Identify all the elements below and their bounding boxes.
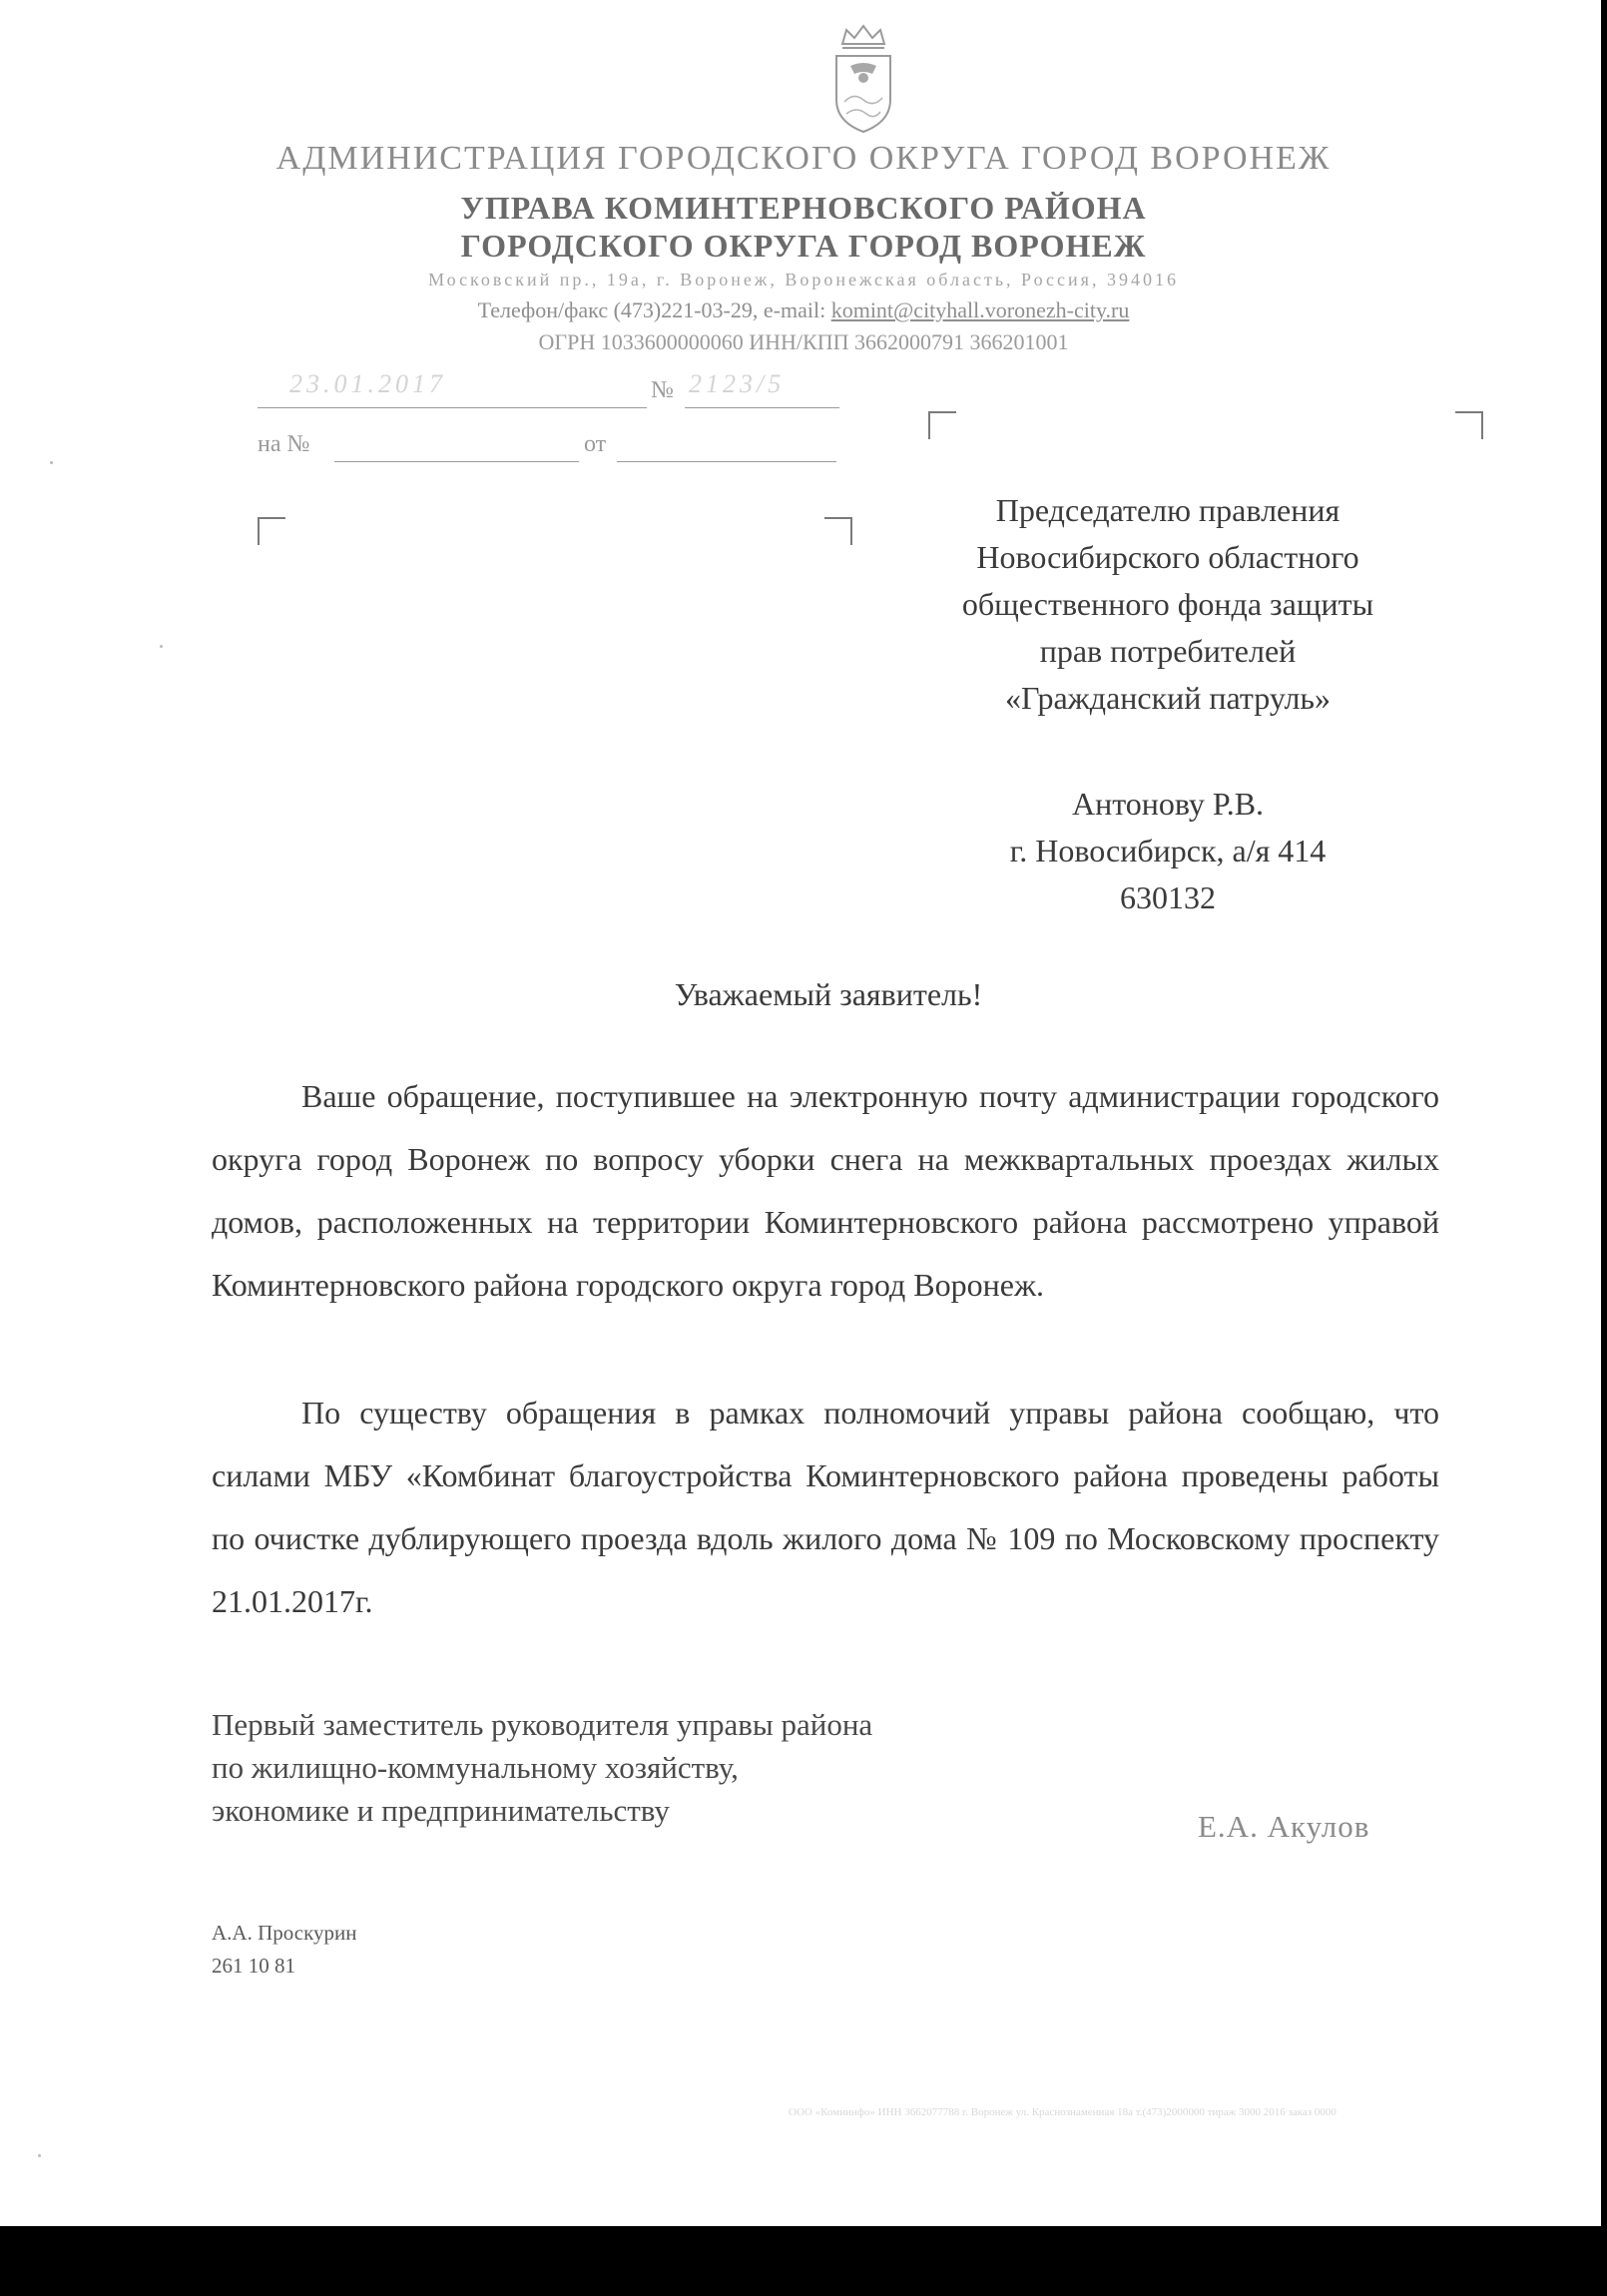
salutation: Уважаемый заявитель!: [674, 976, 983, 1012]
header-contacts: [0, 297, 1607, 323]
coat-of-arms-emblem: [828, 22, 898, 137]
print-footer: ООО «Комиинфо» ИНН 3662077788 г. Воронеж ул. Краснознаменная 18а т.(473)2000000 тираж 3000 2016 заказ 0000: [789, 2106, 1337, 2118]
recipient-line: общественного фонда защиты: [961, 586, 1374, 622]
ref-number-line: [334, 461, 579, 462]
executor-phone: 261 10 81: [212, 1954, 295, 1978]
header-uprava: УПРАВА КОМИНТЕРНОВСКОГО РАЙОНА: [460, 190, 1147, 226]
date-line: [258, 407, 647, 408]
recipient-line: прав потребителей: [1039, 633, 1297, 669]
executor-name: А.А. Проскурин: [212, 1921, 357, 1945]
scan-speck: [160, 645, 163, 648]
number-line: [685, 407, 839, 408]
scan-speck: [50, 461, 53, 464]
recipient-name: Антонову Р.В.: [1071, 786, 1265, 822]
recipient-name-block: [898, 781, 1437, 921]
recipient-postcode: 630132: [1120, 879, 1216, 915]
signature-line: экономике и предпринимательству: [212, 1793, 670, 1828]
ref-from-label: от: [584, 431, 607, 457]
header-email: komint@cityhall.voronezh-city.ru: [830, 297, 1130, 322]
recipient-postal-address: г. Новосибирск, а/я 414: [1009, 833, 1327, 868]
scan-edge: [1601, 0, 1607, 2226]
recipient-block: [898, 487, 1437, 722]
recipient-line: «Гражданский патруль»: [1004, 680, 1331, 716]
header-administration: АДМИНИСТРАЦИЯ ГОРОДСКОГО ОКРУГА ГОРОД ВОРОНЕЖ: [275, 140, 1332, 177]
ref-from-line: [617, 461, 836, 462]
header-address: Московский пр., 19а, г. Воронеж, Воронежская область, Россия, 394016: [428, 270, 1179, 289]
subject-bracket-left: [258, 517, 285, 545]
executor-block: [212, 1917, 356, 1983]
signature-position: [212, 1703, 872, 1832]
recipient-bracket-left: [928, 411, 956, 439]
header-ids: ОГРН 1033600000060 ИНН/КПП 3662000791 366201001: [538, 329, 1069, 354]
subject-bracket-right: [824, 517, 852, 545]
recipient-line: Председателю правления: [995, 492, 1340, 528]
recipient-bracket-right: [1455, 411, 1483, 439]
header-phone: Телефон/факс (473)221-03-29, e-mail:: [477, 297, 831, 322]
signature-line: по жилищно-коммунальному хозяйству,: [212, 1750, 739, 1785]
ref-number-label: на №: [258, 431, 310, 457]
number-stamp: 2123/5: [689, 369, 786, 398]
body-paragraph-2: По существу обращения в рамках полномочий управы района сообщаю, что силами МБУ «Комбинат благоустройства Коминтерновского района проведены работы по очистке дублирующего проезда вдоль жилого дома № 109 по Московскому проспекту 21.01.2017г.: [212, 1395, 1439, 1619]
header-city-district: ГОРОДСКОГО ОКРУГА ГОРОД ВОРОНЕЖ: [460, 228, 1147, 264]
date-stamp: 23.01.2017: [289, 369, 446, 398]
body-paragraph-1: Ваше обращение, поступившее на электронную почту администрации городского округа город Воронеж по вопросу уборки снега на межквартальных проездах жилых домов, расположенных на территории Коминтерновского района рассмотрено управой Коминтерновского района городского округа город Воронеж.: [212, 1078, 1439, 1303]
number-label: №: [651, 377, 674, 403]
scan-speck: [38, 2154, 41, 2157]
signature-line: Первый заместитель руководителя управы района: [212, 1707, 873, 1742]
scan-bottom-band: [0, 2226, 1607, 2296]
recipient-line: Новосибирского областного: [976, 539, 1359, 575]
signer-name: Е.А. Акулов: [1198, 1809, 1370, 1844]
